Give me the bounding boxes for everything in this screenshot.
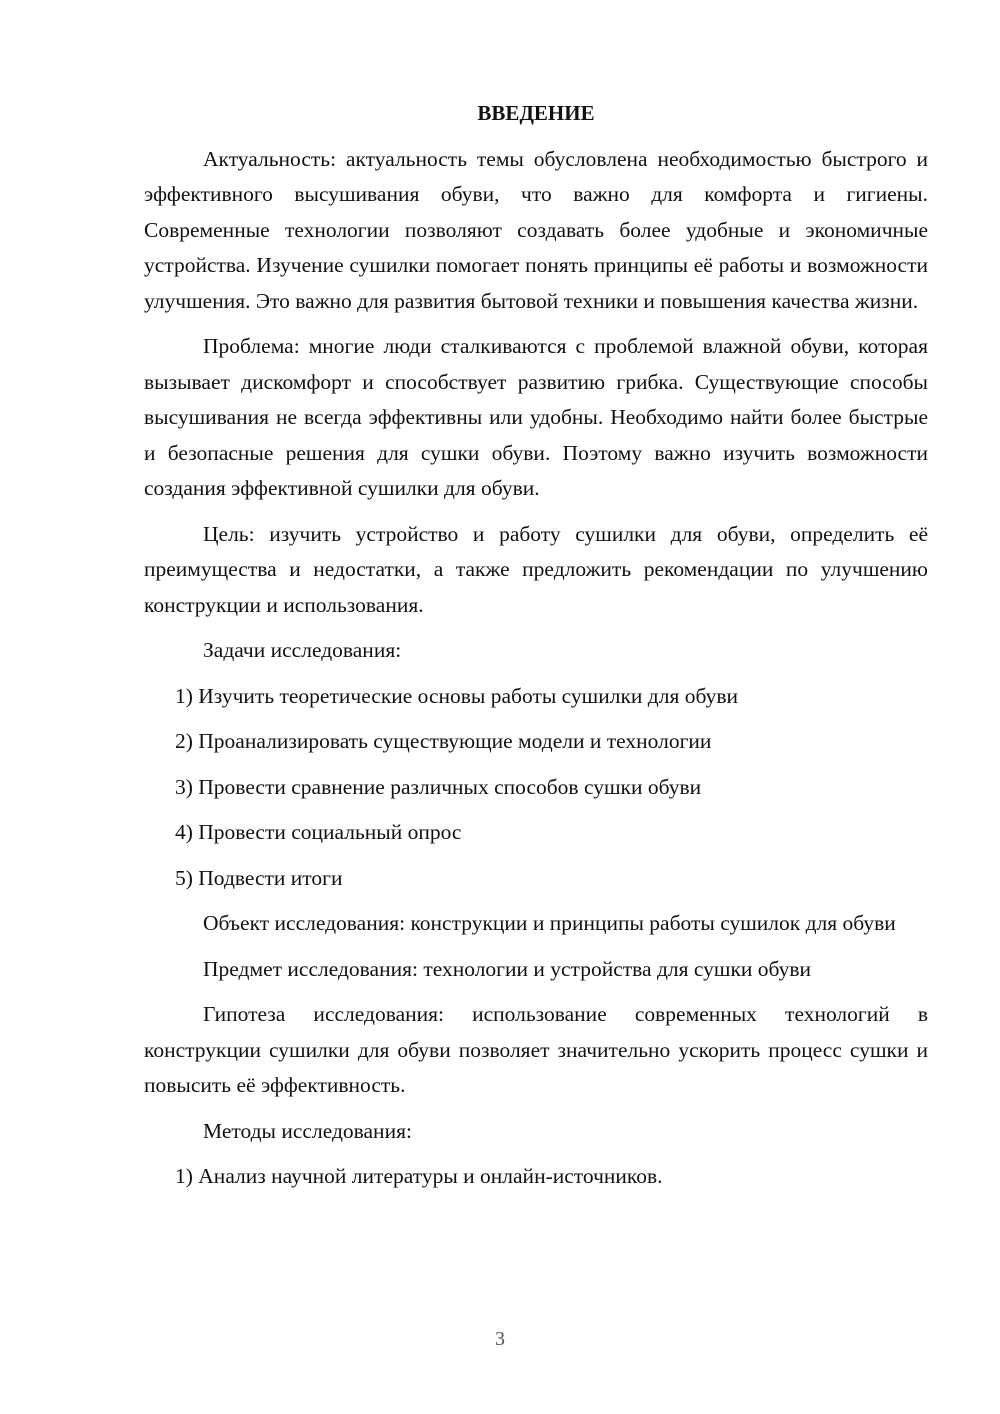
method-item: 1) Анализ научной литературы и онлайн-источников. <box>175 1164 663 1188</box>
task-item: 3) Провести сравнение различных способов сушки обуви <box>175 774 702 799</box>
page-number: 3 <box>495 1328 505 1350</box>
task-item: 1) Изучить теоретические основы работы сушилки для обуви <box>175 683 738 708</box>
document-page <box>144 96 928 1205</box>
task-item: 2) Проанализировать существующие модели и технологии <box>175 729 712 753</box>
section-title: ВВЕДЕНИЕ <box>477 101 595 125</box>
hypothesis-paragraph: Гипотеза исследования: использование современных технологий в конструкции сушилки для обуви позволяет значительно ускорить процесс сушки и повысить её эффективность. <box>144 1002 928 1097</box>
problem-paragraph: Проблема: многие люди сталкиваются с проблемой влажной обуви, которая вызывает дискомфорт и способствует развитию грибка. Существующие способы высушивания не всегда эффективны или удобны. Необходимо найти более быстрые и безопасные решения для сушки обуви. Поэтому важно изучить возможности создания эффективной сушилки для обуви. <box>144 334 928 500</box>
object-paragraph: Объект исследования: конструкции и принципы работы сушилок для обуви <box>203 911 896 935</box>
subject-paragraph: Предмет исследования: технологии и устройства для сушки обуви <box>203 956 812 981</box>
task-item: 4) Провести социальный опрос <box>175 820 462 844</box>
methods-heading: Методы исследования: <box>203 1118 412 1143</box>
relevance-paragraph: Актуальность: актуальность темы обусловлена необходимостью быстрого и эффективного высушивания обуви, что важно для комфорта и гигиены. Современные технологии позволяют создавать более удобные и экономичные устройства. Изучение сушилки помогает понять принципы её работы и возможности улучшения. Это важно для развития бытовой техники и повышения качества жизни. <box>144 146 928 313</box>
tasks-heading: Задачи исследования: <box>203 638 402 662</box>
goal-paragraph: Цель: изучить устройство и работу сушилки для обуви, определить её преимущества и недостатки, а также предложить рекомендации по улучшению конструкции и использования. <box>144 521 928 617</box>
task-item: 5) Подвести итоги <box>175 865 343 890</box>
